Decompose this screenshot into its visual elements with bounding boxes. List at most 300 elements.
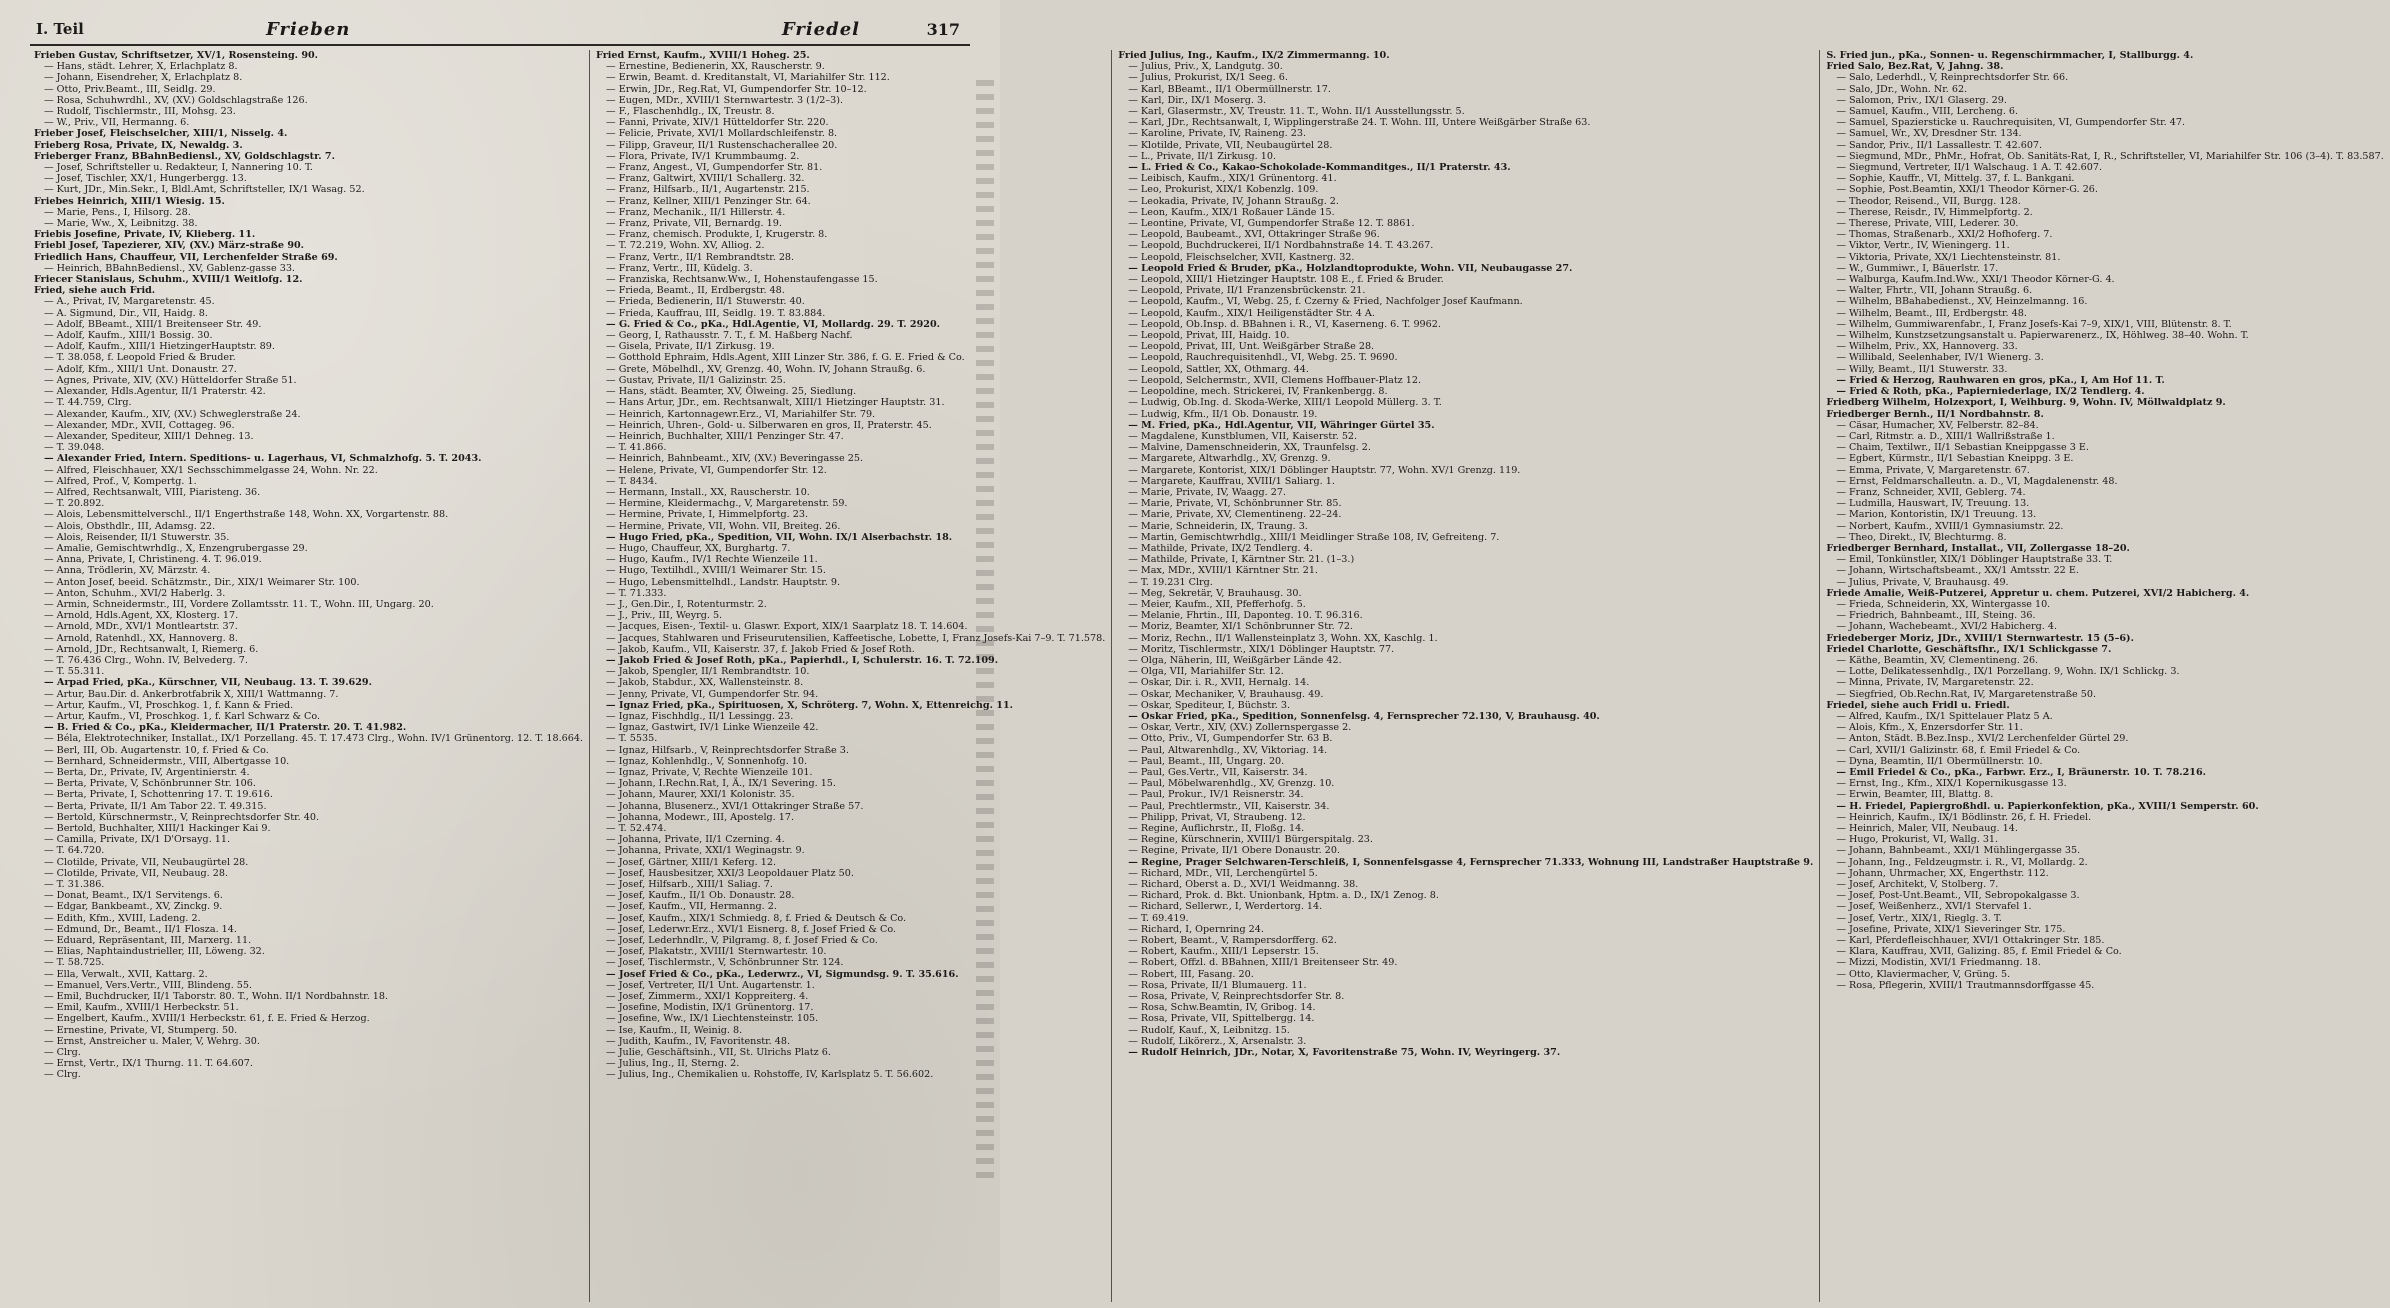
directory-entry: — Salomon, Priv., IX/1 Glaserg. 29. [1836, 94, 2007, 106]
directory-entry: — Lotte, Delikatessenhdlg., IX/1 Porzellang. 9, Wohn. IX/1 Schlickg. 3. [1836, 666, 2180, 678]
directory-entry: — Egbert, Kürmstr., II/1 Sebastian Kneippg. 3 E. [1836, 453, 2074, 465]
directory-entry: — Clrg. [44, 1047, 81, 1059]
directory-entry: — Philipp, Privat, VI, Straubeng. 12. [1128, 811, 1306, 823]
directory-entry: — Wilhelm, Beamt., III, Erdbergstr. 48. [1836, 307, 2027, 319]
directory-entry: — Edith, Kfm., XVIII, Ladeng. 2. [44, 912, 201, 924]
directory-entry: Frieberger Franz, BBahnBediensl., XV, Goldschlagstr. 7. [34, 150, 335, 162]
directory-entry: — Hugo, Kaufm., IV/1 Rechte Wienzeile 11. [606, 554, 818, 566]
directory-entry: — Theodor, Reisend., VII, Burgg. 128. [1836, 195, 2021, 207]
directory-entry: — Ernst, Ing., Kfm., XIX/1 Kopernikusgasse 13. [1836, 778, 2067, 790]
directory-entry: — H. Friedel, Papiergroßhdl. u. Papierkonfektion, pKa., XVIII/1 Semperstr. 60. [1836, 800, 2259, 812]
directory-entry: — Cäsar, Humacher, XV, Felberstr. 82–84. [1836, 419, 2039, 431]
directory-entry: Friebl Josef, Tapezierer, XIV, (XV.) März-straße 90. [34, 240, 305, 252]
directory-entry: — Alfred, Prof., V, Kompertg. 1. [44, 475, 197, 487]
directory-entry: — Alois, Lebensmittelverschl., II/1 Engerthstraße 148, Wohn. XX, Vorgartenstr. 88. [44, 509, 449, 521]
directory-entry: — Anton, Schuhm., XVI/2 Haberlg. 3. [44, 587, 226, 599]
directory-entry: — Rosa, Private, V, Reinprechtsdorfer Str. 8. [1128, 991, 1345, 1003]
directory-entry: Friebis Josefine, Private, IV, Klieberg. 11. [34, 229, 256, 241]
directory-entry: — Engelbert, Kaufm., XVIII/1 Herbeckstr. 61, f. E. Fried & Herzog. [44, 1013, 370, 1025]
directory-entry: — Sandor, Priv., II/1 Lassallestr. T. 42.607. [1836, 139, 2043, 151]
directory-entry: — A., Privat, IV, Margaretenstr. 45. [44, 296, 215, 308]
directory-entry: — Margarete, Kontorist, XIX/1 Döblinger Hauptstr. 77, Wohn. XV/1 Grenzg. 119. [1128, 464, 1521, 476]
directory-entry: — Emma, Private, V, Margaretenstr. 67. [1836, 464, 2030, 476]
directory-entry: — Dyna, Beamtin, II/1 Obermüllnerstr. 10. [1836, 755, 2043, 767]
directory-entry: — Ernst, Anstreicher u. Maler, V, Wehrg. 30. [44, 1035, 260, 1047]
directory-entry: — Frieda, Kauffrau, III, Seidlg. 19. T. 83.884. [606, 307, 826, 319]
directory-entry: — Adolf, Kfm., XIII/1 Unt. Donaustr. 27. [44, 363, 237, 375]
directory-entry: — Leopold, Privat, III, Unt. Weißgärber Straße 28. [1128, 341, 1375, 353]
directory-entry: — Ignaz, Gastwirt, IV/1 Linke Wienzeile 42. [606, 722, 819, 734]
directory-entry: — Norbert, Kaufm., XVIII/1 Gymnasiumstr. 22. [1836, 520, 2064, 532]
directory-entry: — Regine, Kürschnerin, XVIII/1 Bürgerspitalg. 23. [1128, 834, 1373, 846]
directory-entry: — Josef, Tischlermstr., V, Schönbrunner Str. 124. [606, 957, 844, 969]
directory-entry: — Josef, Architekt, V, Stolberg. 7. [1836, 879, 1999, 891]
directory-entry: Frieben Gustav, Schriftsetzer, XV/1, Rosensteing. 90. [34, 50, 319, 61]
directory-entry: — W., Gummiwr., I, Bäuerlstr. 17. [1836, 262, 1999, 274]
directory-entry: — Marie, Ww., X, Leibnitzg. 38. [44, 218, 198, 230]
directory-entry: — Ignaz, Private, V, Rechte Wienzeile 101. [606, 767, 813, 778]
directory-entry: — Siegmund, MDr., PhMr., Hofrat, Ob. Sanitäts-Rat, I, R., Schriftsteller, VI, Mariahilfer Str. 106 (3–4). T. 83.587. [1836, 150, 2384, 162]
directory-entry: — Jakob, Spengler, II/1 Rembrandtstr. 10. [606, 666, 810, 678]
directory-entry: — Johann, Uhrmacher, XX, Engerthstr. 112. [1836, 867, 2049, 879]
directory-entry: — Oskar Fried, pKa., Spedition, Sonnenfelsg. 4, Fernsprecher 72.130, V, Brauhausg. 40. [1128, 710, 1600, 722]
page-edge-shadow [976, 80, 994, 1180]
directory-entry: — Leopold, XIII/1 Hietzinger Hauptstr. 108 E., f. Fried & Bruder. [1128, 274, 1444, 286]
directory-entry: — Leopold Fried & Bruder, pKa., Holzlandtoprodukte, Wohn. VII, Neubaugasse 27. [1128, 262, 1573, 274]
directory-entry: — Regine, Private, II/1 Obere Donaustr. 20. [1128, 845, 1341, 857]
directory-entry: — Kurt, JDr., Min.Sekr., I, Bldl.Amt, Schriftsteller, IX/1 Wasag. 52. [44, 184, 365, 196]
directory-entry: — Ignaz, Hilfsarb., V, Reinprechtsdorfer Straße 3. [606, 744, 849, 756]
directory-entry: — T. 44.759, Clrg. [44, 397, 132, 409]
directory-entry: — Ludwig, Ob.Ing. d. Skoda-Werke, XIII/1 Leopold Müllerg. 3. T. [1128, 397, 1442, 409]
directory-entry: — Paul, Prechtlermstr., VII, Kaiserstr. 34. [1128, 800, 1330, 812]
directory-entry: — Erwin, Beamter, III, Blattg. 8. [1836, 789, 1994, 801]
directory-entry: — Samuel, Spaziersticke u. Rauchrequisiten, VI, Gumpendorfer Str. 47. [1836, 117, 2186, 129]
directory-entry: — Rosa, Schw.Beamtin, IV, Gribog. 14. [1128, 1002, 1316, 1014]
directory-entry: — Felicie, Private, XVI/1 Mollardschleifenstr. 8. [606, 128, 838, 140]
directory-entry: — Paul, Prokur., IV/1 Reisnerstr. 34. [1128, 789, 1304, 801]
directory-entry: — J., Gen.Dir., I, Rotenturmstr. 2. [606, 598, 767, 610]
directory-entry: — Alexander, Hdls.Agentur, II/1 Praterstr. 42. [44, 386, 266, 398]
directory-entry: — Bernhard, Schneidermstr., VIII, Albertgasse 10. [44, 755, 290, 767]
directory-entry: — Josefine, Private, XIX/1 Sieveringer Str. 175. [1836, 923, 2066, 935]
directory-entry: — Gisela, Private, II/1 Zirkusg. 19. [606, 341, 775, 353]
directory-entry: — L. Fried & Co., Kakao-Schokolade-Kommanditges., II/1 Praterstr. 43. [1128, 162, 1511, 174]
directory-entry: — Olga, VII, Mariahilfer Str. 12. [1128, 666, 1284, 678]
directory-entry: — T. 52.474. [606, 823, 667, 835]
directory-entry: Friede Amalie, Weiß-Putzerei, Appretur u. chem. Putzerei, XVI/2 Habicherg. 4. [1826, 587, 2250, 599]
directory-entry: — Marie, Private, XV, Clementineng. 22–24. [1128, 509, 1342, 521]
directory-entry: — T. 8434. [606, 475, 658, 487]
directory-entry: — Ise, Kaufm., II, Weinig. 8. [606, 1024, 743, 1036]
directory-entry: — Franz, Galtwirt, XVIII/1 Schallerg. 32. [606, 173, 805, 185]
directory-entry: — Clrg. [44, 1069, 81, 1081]
directory-entry: — B. Fried & Co., pKa., Kleidermacher, II/1 Praterstr. 20. T. 41.982. [44, 722, 407, 734]
directory-entry: — Béla, Elektrotechniker, Installat., IX/1 Porzellang. 45. T. 17.473 Clrg., Wohn. IV/1 Grünentorg. 12. T. 18.664. [44, 733, 584, 745]
directory-entry: — Alexander, Spediteur, XIII/1 Dehneg. 13. [44, 430, 254, 442]
directory-entry: — Camilla, Private, IX/1 D'Orsayg. 11. [44, 834, 231, 846]
directory-entry: — M. Fried, pKa., Hdl.Agentur, VII, Währinger Gürtel 35. [1128, 419, 1435, 431]
directory-entry: — Emil, Buchdrucker, II/1 Taborstr. 80. T., Wohn. II/1 Nordbahnstr. 18. [44, 991, 389, 1003]
directory-entry: — Heinrich, Kartonnagewr.Erz., VI, Mariahilfer Str. 79. [606, 408, 876, 420]
directory-entry: — Amalie, Gemischtwrhdlg., X, Enzengrubergasse 29. [44, 542, 308, 554]
directory-entry: — Hermann, Install., XX, Rauscherstr. 10. [606, 486, 810, 498]
directory-entry: — Johann, Eisendreher, X, Erlachplatz 8. [44, 72, 243, 84]
page-header [36, 16, 960, 42]
directory-entry: — Josef, Hilfsarb., XIII/1 Saliag. 7. [606, 879, 773, 891]
directory-entry: — Otto, Priv.Beamt., III, Seidlg. 29. [44, 83, 216, 95]
directory-entry: — Salo, JDr., Wohn. Nr. 62. [1836, 83, 1968, 95]
directory-entry: — Berta, Private, V, Schönbrunner Str. 106. [44, 778, 256, 790]
header-rule [30, 44, 970, 46]
directory-entry: — Franz, Schneider, XVII, Geblerg. 74. [1836, 486, 2026, 498]
directory-entry: — Johann, Wirtschaftsbeamt., XX/1 Amtsstr. 22 E. [1836, 565, 2079, 577]
directory-entry: — Karl, Glasermstr., XV, Treustr. 11. T., Wohn. II/1 Ausstellungsstr. 5. [1128, 106, 1465, 118]
directory-entry: — Karl, Dir., IX/1 Moserg. 3. [1128, 94, 1267, 106]
directory-entry: — Margarete, Kauffrau, XVIII/1 Saliarg. 1. [1128, 475, 1335, 487]
directory-entry: — Arnold, MDr., XVI/1 Montleartstr. 37. [44, 621, 238, 633]
directory-entry: — Paul, Beamt., III, Ungarg. 20. [1128, 755, 1285, 767]
directory-entry: — Julius, Ing., Chemikalien u. Rohstoffe, IV, Karlsplatz 5. T. 56.602. [606, 1069, 934, 1081]
directory-entry: — Arnold, JDr., Rechtsanwalt, I, Riemerg. 6. [44, 643, 259, 655]
directory-entry: — Elias, Naphtaindustrieller, III, Löweng. 32. [44, 946, 265, 958]
directory-entry: — Ernestine, Bedienerin, XX, Rauscherstr. 9. [606, 61, 825, 73]
directory-entry: — Emil Friedel & Co., pKa., Farbwr. Erz., I, Bräunerstr. 10. T. 78.216. [1836, 767, 2206, 778]
directory-entry: — Armin, Schneidermstr., III, Vordere Zollamtsstr. 11. T., Wohn. III, Ungarg. 20. [44, 598, 434, 610]
directory-entry: — Eduard, Repräsentant, III, Marxerg. 11. [44, 935, 252, 947]
directory-entry: — Leopold, Ob.Insp. d. BBahnen i. R., VI, Kaserneng. 6. T. 9962. [1128, 318, 1441, 330]
directory-entry: Fried Julius, Ing., Kaufm., IX/2 Zimmermanng. 10. [1118, 50, 1390, 61]
directory-entry: — Artur, Bau.Dir. d. Ankerbrotfabrik X, XIII/1 Wattmanng. 7. [44, 688, 339, 700]
directory-entry: — Leokadia, Private, IV, Johann Straußg. 2. [1128, 195, 1339, 207]
directory-entry: — Franz, Angest., VI, Gumpendorfer Str. 81. [606, 162, 823, 174]
directory-entry: — Franz, Vertr., II/1 Rembrandtstr. 28. [606, 251, 795, 263]
directory-entry: — Viktoria, Private, XX/1 Liechtensteinstr. 81. [1836, 251, 2061, 263]
directory-entry: — Hugo, Prokurist, VI, Wallg. 31. [1836, 834, 1999, 846]
directory-entry: — Ella, Verwalt., XVII, Kattarg. 2. [44, 968, 208, 980]
directory-entry: — Josef, Zimmerm., XXI/1 Koppreiterg. 4. [606, 991, 809, 1003]
directory-entry: — Hans Artur, JDr., em. Rechtsanwalt, XIII/1 Hietzinger Hauptstr. 31. [606, 397, 945, 409]
directory-entry: — Leopold, Private, II/1 Franzensbrückenstr. 21. [1128, 285, 1366, 297]
directory-entry: Friedeberger Moriz, JDr., XVIII/1 Sternwartestr. 15 (5–6). [1826, 632, 2134, 644]
directory-entry: — Robert, III, Fasang. 20. [1128, 968, 1254, 980]
directory-entry: Friedberg Wilhelm, Holzexport, I, Weihburg. 9, Wohn. IV, Möllwaldplatz 9. [1826, 397, 2226, 409]
directory-entry: — Edmund, Dr., Beamt., II/1 Flosza. 14. [44, 923, 237, 935]
directory-entry: — Adolf, BBeamt., XIII/1 Breitenseer Str. 49. [44, 318, 262, 330]
directory-entry: — Robert, Kaufm., XIII/1 Lepserstr. 15. [1128, 946, 1319, 958]
directory-entry: — Heinrich, Kaufm., IX/1 Bödlinstr. 26, f. H. Friedel. [1836, 811, 2092, 823]
directory-entry: — Josef, Plakatstr., XVIII/1 Sternwartestr. 10. [606, 946, 827, 958]
directory-entry: Friecer Stanislaus, Schuhm., XVIII/1 Weitlofg. 12. [34, 274, 303, 286]
directory-entry: — Fried & Roth, pKa., Papierniederlage, IX/2 Tendlerg. 4. [1836, 386, 2145, 398]
directory-entry: — Siegmund, Vertreter, II/1 Walschaug. 1 A. T. 42.607. [1836, 162, 2102, 174]
directory-entry: — Samuel, Wr., XV, Dresdner Str. 134. [1836, 128, 2022, 140]
directory-entry: — Ernestine, Private, VI, Stumperg. 50. [44, 1024, 238, 1036]
directory-entry: — Georg, I, Rathausstr. 7. T., f. M. Haßberg Nachf. [606, 330, 853, 342]
directory-entry: — Richard, Oberst a. D., XVI/1 Weidmanng. 38. [1128, 879, 1359, 891]
directory-entry: — T. 41.866. [606, 442, 667, 454]
directory-entry: — Franz, Private, VII, Bernardg. 19. [606, 218, 782, 230]
directory-entry: — T. 31.386. [44, 879, 105, 891]
running-head-right: Friedel [781, 18, 860, 40]
directory-entry: Friedberger Bernh., II/1 Nordbahnstr. 8. [1826, 408, 2044, 420]
directory-entry: — Fanni, Private, XIV/1 Hütteldorfer Str. 220. [606, 117, 829, 129]
directory-entry: — Klotilde, Private, VII, Neubaugürtel 28. [1128, 139, 1333, 151]
directory-entry: — Willibald, Seelenhaber, IV/1 Wienerg. 3. [1836, 352, 2044, 364]
directory-entry: — Josef, Vertr., XIX/1, Rieglg. 3. T. [1836, 912, 2002, 924]
directory-entry: — Josef, Kaufm., XIX/1 Schmiedg. 8, f. Fried & Deutsch & Co. [606, 912, 907, 924]
directory-entry: — Chaim, Textilwr., II/1 Sebastian Kneippgasse 3 E. [1836, 442, 2089, 454]
directory-entry: — Adolf, Kaufm., XIII/1 HietzingerHauptstr. 89. [44, 341, 275, 353]
directory-entry: — Malvine, Damenschneiderin, XX, Traunfelsg. 2. [1128, 442, 1371, 454]
directory-entry: — Rudolf, Likörerz., X, Arsenalstr. 3. [1128, 1035, 1307, 1047]
directory-entry: — T. 58.725. [44, 957, 105, 969]
directory-entry: — Erwin, Beamt. d. Kreditanstalt, VI, Mariahilfer Str. 112. [606, 72, 890, 84]
directory-entry: — Frieda, Bedienerin, II/1 Stuwerstr. 40. [606, 296, 805, 308]
directory-entry: — Richard, MDr., VII, Lerchengürtel 5. [1128, 867, 1318, 879]
directory-entry: — Jacques, Stahlwaren und Friseurutensilien, Kaffeetische, Lobette, I, Franz Josefs-Kai 7–9. T. 71.578. [606, 632, 1106, 644]
directory-entry: — Leopold, Buchdruckerei, II/1 Nordbahnstraße 14. T. 43.267. [1128, 240, 1434, 252]
directory-entry: — Anton Josef, beeid. Schätzmstr., Dir., XIX/1 Weimarer Str. 100. [44, 576, 360, 588]
directory-entry: — Alois, Kfm., X, Enzersdorfer Str. 11. [1836, 722, 2023, 734]
directory-entry: — Franz, Mechanik., II/1 Hillerstr. 4. [606, 206, 786, 218]
header-running-words [156, 19, 900, 40]
directory-entry: — Oskar, Vertr., XIV, (XV.) Zollernspergasse 2. [1128, 722, 1352, 734]
directory-entry: — G. Fried & Co., pKa., Hdl.Agentie, VI, Mollardg. 29. T. 2920. [606, 318, 940, 330]
directory-entry: — Johanna, Private, XXI/1 Weginagstr. 9. [606, 845, 805, 857]
directory-entry: — Johanna, Modewr., III, Apostelg. 17. [606, 811, 795, 823]
directory-entry: — Theo, Direkt., IV, Blechturmg. 8. [1836, 531, 2007, 543]
directory-entry: — Martin, Gemischtwrhdlg., XIII/1 Meidlinger Straße 108, IV, Gefreiteng. 7. [1128, 531, 1500, 543]
directory-entry: — Clotilde, Private, VII, Neubaugürtel 28. [44, 856, 249, 868]
directory-entry: — Heinrich, Bahnbeamt., XIV, (XV.) Beveringasse 25. [606, 453, 864, 465]
directory-entry: — Käthe, Beamtin, XV, Clementineng. 26. [1836, 654, 2039, 666]
directory-entry: — T. 71.333. [606, 587, 667, 599]
directory-entry: — Anna, Trödlerin, XV, Märzstr. 4. [44, 565, 211, 577]
directory-entry: — Ignaz, Kohlenhdlg., V, Sonnenhofg. 10. [606, 755, 808, 767]
directory-entry: — Paul, Ges.Vertr., VII, Kaiserstr. 34. [1128, 767, 1308, 778]
directory-entry: — Josef, Weißenherz., XVI/1 Stervafel 1. [1836, 901, 2032, 913]
directory-entry: — Bertold, Buchhalter, XIII/1 Hackinger Kai 9. [44, 823, 271, 835]
directory-entry: Frieberg Rosa, Private, IX, Newaldg. 3. [34, 139, 243, 151]
directory-entry: — Jenny, Private, VI, Gumpendorfer Str. 94. [606, 688, 819, 700]
directory-entry: — Richard, I, Opernring 24. [1128, 923, 1264, 935]
directory-entry: — Franziska, Rechtsanw.Ww., I, Hohenstaufengasse 15. [606, 274, 878, 286]
directory-entry: — Therese, Reisdr., IV, Himmelpfortg. 2. [1836, 206, 2033, 218]
directory-entry: — Adolf, Kaufm., XIII/1 Bossig. 30. [44, 330, 213, 342]
directory-entry: — Wilhelm, Kunstzsetzungsanstalt u. Papierwarenerz., IX, Höhlweg. 38–40. Wohn. T. [1836, 330, 2249, 342]
column-1 [32, 50, 589, 1302]
directory-entry: — Max, MDr., XVIII/1 Kärntner Str. 21. [1128, 565, 1318, 577]
directory-entry: Frieber Josef, Fleischselcher, XIII/1, Nisselg. 4. [34, 128, 288, 140]
directory-entry: — Richard, Sellerwr., I, Werdertorg. 14. [1128, 901, 1323, 913]
directory-entry: Friebes Heinrich, XIII/1 Wiesig. 15. [34, 195, 225, 207]
directory-entry: — Heinrich, Buchhalter, XIII/1 Penzinger Str. 47. [606, 430, 844, 442]
page-number: 317 [926, 19, 960, 39]
directory-entry: — Franz, Hilfsarb., II/1, Augartenstr. 215. [606, 184, 810, 196]
directory-entry: — Marie, Private, VI, Schönbrunner Str. 85. [1128, 498, 1342, 510]
directory-entry: — Magdalene, Kunstblumen, VII, Kaiserstr. 52. [1128, 430, 1358, 442]
directory-columns [32, 50, 2384, 1302]
directory-entry: — Alfred, Fleischhauer, XX/1 Sechsschimmelgasse 24, Wohn. Nr. 22. [44, 464, 378, 476]
directory-entry: — Clotilde, Private, VII, Neubaug. 28. [44, 867, 229, 879]
directory-entry: Friedlich Hans, Chauffeur, VII, Lerchenfelder Straße 69. [34, 251, 338, 263]
directory-entry: — Samuel, Kaufm., VIII, Lercheng. 6. [1836, 106, 2019, 118]
directory-entry: — Josef, Tischler, XX/1, Hungerbergg. 13. [44, 173, 247, 185]
directory-entry: — Gotthold Ephraim, Hdls.Agent, XIII Linzer Str. 386, f. G. E. Fried & Co. [606, 352, 965, 364]
directory-entry: — Anton, Städt. B.Bez.Insp., XVI/2 Lerchenfelder Gürtel 29. [1836, 733, 2129, 745]
directory-entry: — T. 39.048. [44, 442, 105, 454]
directory-entry: Fried Ernst, Kaufm., XVIII/1 Hoheg. 25. [596, 50, 810, 61]
directory-entry: — Grete, Möbelhdl., XV, Grenzg. 40, Wohn. IV, Johann Straußg. 6. [606, 363, 926, 375]
directory-entry: — Josef, Vertreter, II/1 Unt. Augartenstr. 1. [606, 979, 815, 991]
directory-entry: — Rosa, Private, II/1 Blumauerg. 11. [1128, 979, 1307, 991]
directory-entry: — Meg, Sekretär, V, Brauhausg. 30. [1128, 587, 1302, 599]
directory-entry: — Arnold, Ratenhdl., XX, Hannoverg. 8. [44, 632, 238, 644]
directory-entry: — Julius, Prokurist, IX/1 Seeg. 6. [1128, 72, 1288, 84]
directory-entry: — Josefine, Ww., IX/1 Liechtensteinstr. 105. [606, 1013, 819, 1025]
directory-entry: — Rosa, Private, VII, Spittelbergg. 14. [1128, 1013, 1315, 1025]
directory-entry: — Johanna, Private, II/1 Czerning. 4. [606, 834, 785, 846]
directory-entry: — Viktor, Vertr., IV, Wieningerg. 11. [1836, 240, 2010, 252]
directory-entry: — Otto, Klaviermacher, V, Grüng. 5. [1836, 968, 2011, 980]
directory-entry: — Ignaz, Fischhdlg., II/1 Lessingg. 23. [606, 710, 794, 722]
directory-entry: — Sophie, Post.Beamtin, XXI/1 Theodor Körner-G. 26. [1836, 184, 2098, 196]
directory-entry: — Oskar, Spediteur, I, Büchstr. 3. [1128, 699, 1291, 711]
directory-entry: — Anna, Private, I, Christineng. 4. T. 96.019. [44, 554, 262, 566]
directory-entry: — Johanna, Blusenerz., XVI/1 Ottakringer Straße 57. [606, 800, 864, 812]
directory-entry: — Carl, XVII/1 Galizinstr. 68, f. Emil Friedel & Co. [1836, 744, 2081, 756]
directory-entry: — Karl, BBeamt., II/1 Obermüllnerstr. 17. [1128, 83, 1331, 95]
directory-entry: — Julius, Ing., II, Sterng. 2. [606, 1058, 740, 1070]
directory-entry: — Robert, Offzl. d. BBahnen, XIII/1 Breitenseer Str. 49. [1128, 957, 1398, 969]
directory-entry: — Artur, Kaufm., VI, Proschkog. 1, f. Kann & Fried. [44, 699, 294, 711]
directory-entry: — Robert, Beamt., V, Rampersdorfferg. 62. [1128, 935, 1337, 947]
directory-entry: — Johann, I.Rechn.Rat, I, Ä., IX/1 Severing. 15. [606, 778, 836, 790]
directory-entry: — Emil, Kaufm., XVIII/1 Herbeckstr. 51. [44, 1002, 239, 1014]
directory-entry: — Frieda, Schneiderin, XX, Wintergasse 10. [1836, 598, 2051, 610]
directory-entry: — Regine, Prager Selchwaren-Terschleiß, I, Sonnenfelsgasse 4, Fernsprecher 71.333, Wohnung III, Landstraßer Hauptstraße 9. [1128, 856, 1814, 868]
directory-entry: — Josef, Post-Unt.Beamt., VII, Sebropokalgasse 3. [1836, 890, 2080, 902]
directory-entry: — Franz, chemisch. Produkte, I, Krugerstr. 8. [606, 229, 828, 241]
directory-entry: — Mathilde, Private, I, Kärntner Str. 21. (1–3.) [1128, 554, 1355, 566]
directory-entry: — Leopoldine, mech. Strickerei, IV, Frankenbergg. 8. [1128, 386, 1388, 398]
directory-entry: — Erwin, JDr., Reg.Rat, VI, Gumpendorfer Str. 10–12. [606, 83, 867, 95]
directory-entry: — Ludmilla, Hauswart, IV, Treuung. 13. [1836, 498, 2030, 510]
directory-entry: — Johann, Maurer, XXI/1 Kolonistr. 35. [606, 789, 795, 801]
directory-entry: — Berta, Private, II/1 Am Tabor 22. T. 49.315. [44, 800, 267, 812]
directory-entry: — Josef, Lederwr.Erz., XVI/1 Eisnerg. 8, f. Josef Fried & Co. [606, 923, 896, 935]
directory-entry: — Friedrich, Bahnbeamt., III, Steing. 36. [1836, 610, 2036, 622]
directory-entry: — Melanie, Fhrtin., III, Daponteg. 10. T. 96.316. [1128, 610, 1363, 622]
directory-entry: — Karoline, Private, IV, Raineng. 23. [1128, 128, 1307, 140]
directory-entry: — Julie, Geschäftsinh., VII, St. Ulrichs Platz 6. [606, 1047, 831, 1059]
directory-entry: — Julius, Priv., X, Landgutg. 30. [1128, 61, 1283, 73]
directory-entry: — Josef, Gärtner, XIII/1 Keferg. 12. [606, 856, 777, 868]
directory-entry: — Margarete, Altwarhdlg., XV, Grenzg. 9. [1128, 453, 1331, 465]
directory-entry: — Leopold, Rauchrequisitenhdl., VI, Webg. 25. T. 9690. [1128, 352, 1398, 364]
directory-entry: — Wilhelm, Gummiwarenfabr., I, Franz Josefs-Kai 7–9, XIX/1, VIII, Blütenstr. 8. T. [1836, 318, 2232, 330]
directory-entry: — Ernst, Feldmarschalleutn. a. D., VI, Magdalenenstr. 48. [1836, 475, 2118, 487]
directory-entry: — Helene, Private, VI, Gumpendorfer Str. 12. [606, 464, 827, 476]
directory-entry: — Ludwig, Kfm., II/1 Ob. Donaustr. 19. [1128, 408, 1318, 420]
directory-entry: — Leo, Prokurist, XIX/1 Kobenzlg. 109. [1128, 184, 1319, 196]
directory-entry: — Josef, Lederhndlr., V, Pilgramg. 8, f. Josef Fried & Co. [606, 935, 878, 947]
directory-entry: — Berta, Private, I, Schottenring 17. T. 19.616. [44, 789, 273, 801]
directory-entry: — Leontine, Private, VI, Gumpendorfer Straße 12. T. 8861. [1128, 218, 1415, 230]
directory-entry: — Josef, Kaufm., VII, Hermanng. 2. [606, 901, 777, 913]
directory-entry: — Paul, Altwarenhdlg., XV, Viktoriag. 14. [1128, 744, 1328, 756]
directory-entry: — Leopold, Privat, III, Haidg. 10. [1128, 330, 1290, 342]
directory-entry: — Johann, Bahnbeamt., XXI/1 Mühlingergasse 35. [1836, 845, 2081, 857]
directory-entry: — Josef, Hausbesitzer, XXI/3 Leopoldauer Platz 50. [606, 867, 854, 879]
directory-entry: — Hugo, Textilhdl., XVIII/1 Weimarer Str. 15. [606, 565, 826, 577]
directory-entry: — Karl, JDr., Rechtsanwalt, I, Wipplingerstraße 24. T. Wohn. III, Untere Weißgärber Straße 63. [1128, 117, 1591, 129]
directory-entry: — Josef, Schriftsteller u. Redakteur, I, Nannering 10. T. [44, 162, 313, 174]
directory-entry: — Leopold, Selchermstr., XVII, Clemens Hoffbauer-Platz 12. [1128, 374, 1422, 386]
directory-entry: — T. 38.058, f. Leopold Fried & Bruder. [44, 352, 236, 364]
directory-entry: — Marion, Kontoristin, IX/1 Treuung. 13. [1836, 509, 2037, 521]
directory-entry: — Minna, Private, IV, Margaretenstr. 22. [1836, 677, 2034, 689]
directory-entry: — Oskar, Dir. i. R., XVII, Hernalg. 14. [1128, 677, 1310, 689]
directory-entry: — Hans, städt. Beamter, XV, Ölweing. 25, Siedlung. [606, 386, 857, 398]
directory-entry: — Leopold, Kaufm., VI, Webg. 25, f. Czerny & Fried, Nachfolger Josef Kaufmann. [1128, 296, 1523, 308]
directory-entry: — Emanuel, Vers.Vertr., VIII, Blindeng. 55. [44, 979, 253, 991]
directory-entry: — Heinrich, Maler, VII, Neubaug. 14. [1836, 823, 2018, 835]
directory-entry: — Franz, Vertr., III, Küdelg. 3. [606, 262, 753, 274]
directory-entry: — Bertold, Kürschnermstr., V, Reinprechtsdorfer Str. 40. [44, 811, 320, 823]
directory-entry: — Berl, III, Ob. Augartenstr. 10, f. Fried & Co. [44, 744, 269, 756]
directory-entry: — T. 19.231 Clrg. [1128, 576, 1213, 588]
directory-entry: — W., Priv., VII, Hermanng. 6. [44, 117, 190, 129]
directory-entry: — Hans, städt. Lehrer, X, Erlachplatz 8. [44, 61, 238, 73]
directory-entry: — Leibisch, Kaufm., XIX/1 Grünentorg. 41. [1128, 173, 1337, 185]
directory-entry: — Hugo, Lebensmittelhdl., Landstr. Hauptstr. 9. [606, 576, 841, 588]
directory-entry: — Alois, Obsthdlr., III, Adamsg. 22. [44, 520, 216, 532]
directory-entry: — Eugen, MDr., XVIII/1 Sternwartestr. 3 (1/2–3). [606, 94, 844, 106]
directory-entry: — Rudolf Heinrich, JDr., Notar, X, Favoritenstraße 75, Wohn. IV, Weyringerg. 37. [1128, 1047, 1561, 1059]
directory-entry: — Frieda, Beamt., II, Erdbergstr. 48. [606, 285, 785, 297]
directory-entry: — Otto, Priv., VI, Gumpendorfer Str. 63 B. [1128, 733, 1333, 745]
directory-entry: — Oskar, Mechaniker, V, Brauhausg. 49. [1128, 688, 1324, 700]
directory-entry: — Regine, Auflichrstr., II, Floßg. 14. [1128, 823, 1305, 835]
column-4 [1819, 50, 2389, 1302]
directory-entry: — Marie, Schneiderin, IX, Traung. 3. [1128, 520, 1308, 532]
directory-entry: — Siegfried, Ob.Rechn.Rat, IV, Margaretenstraße 50. [1836, 688, 2096, 700]
directory-entry: — Salo, Lederhdl., V, Reinprechtsdorfer Str. 66. [1836, 72, 2069, 84]
running-head-left: Frieben [266, 18, 351, 40]
directory-entry: — Fried & Herzog, Rauhwaren en gros, pKa., I, Am Hof 11. T. [1836, 374, 2165, 386]
directory-entry: — Leopold, Kaufm., XIX/1 Heiligenstädter Str. 4 A. [1128, 307, 1375, 319]
directory-entry: — Ignaz Fried, pKa., Spirituosen, X, Schröterg. 7, Wohn. X, Ettenreichg. 11. [606, 699, 1013, 711]
directory-entry: Fried, siehe auch Frid. [34, 285, 156, 297]
column-2 [589, 50, 1111, 1302]
directory-entry: — Wilhelm, Priv., XX, Hannoverg. 33. [1836, 341, 2018, 353]
directory-entry: — Josef Fried & Co., pKa., Lederwrz., VI, Sigmundsg. 9. T. 35.616. [606, 968, 959, 980]
directory-entry: Friedberger Bernhard, Installat., VII, Zollergasse 18–20. [1826, 542, 2130, 554]
directory-entry: — T. 5535. [606, 733, 658, 745]
directory-entry: — Artur, Kaufm., VI, Proschkog. 1, f. Karl Schwarz & Co. [44, 710, 321, 722]
directory-entry: — Marie, Private, IV, Waagg. 27. [1128, 486, 1286, 498]
directory-entry: — Jakob Fried & Josef Roth, pKa., Papierhdl., I, Schulerstr. 16. T. 72.109. [606, 654, 999, 666]
directory-entry: — T. 69.419. [1128, 912, 1189, 924]
directory-entry: — Moritz, Tischlermstr., XIX/1 Döblinger Hauptstr. 77. [1128, 643, 1395, 655]
directory-entry: — Hermine, Private, VII, Wohn. VII, Breiteg. 26. [606, 520, 841, 532]
directory-entry: — Ernst, Vertr., IX/1 Thurng. 11. T. 64.607. [44, 1058, 253, 1070]
directory-entry: — Berta, Dr., Private, IV, Argentinierstr. 4. [44, 767, 250, 778]
directory-entry: — Richard, Prok. d. Bkt. Unionbank, Hptm. a. D., IX/1 Zenog. 8. [1128, 890, 1439, 902]
directory-entry: — Julius, Private, V, Brauhausg. 49. [1836, 576, 2009, 588]
